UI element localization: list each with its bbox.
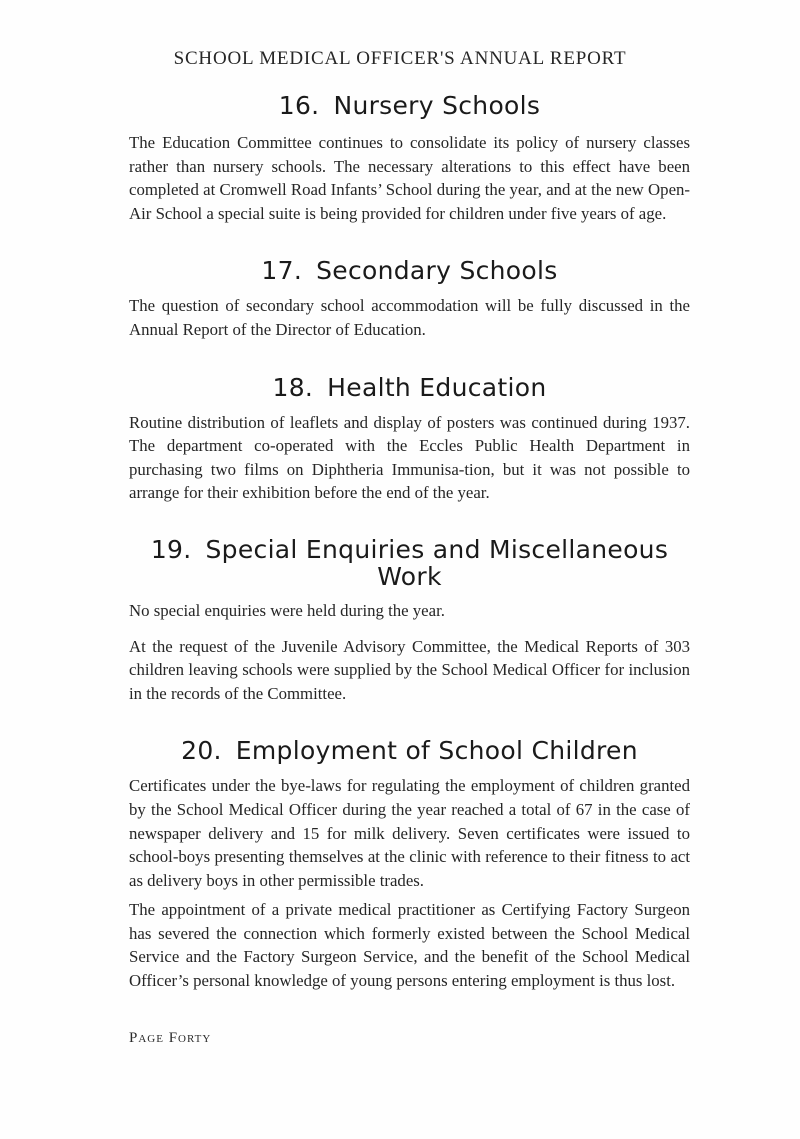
- section-number: 19.: [150, 534, 192, 564]
- section-heading-employment-of-school-children: [129, 736, 690, 766]
- section-title: Secondary Schools: [316, 256, 558, 286]
- section-heading-health-education: [129, 373, 690, 403]
- paragraph: No special enquiries were held during the year.: [129, 600, 445, 620]
- paragraph: The Education Committee continues to consolidate its policy of nursery classes rather than nursery schools. The necessary alterations to this effect have been completed at Cromwell Road Infants’ School during the year, and at the new Open-Air School a special suite is being provided for children under five years of age.: [129, 133, 690, 223]
- paragraph: The question of secondary school accommodation will be fully discussed in the Annual Report of the Director of Education.: [129, 296, 690, 339]
- paragraph: The appointment of a private medical practitioner as Certifying Factory Surgeon has severed the connection which formerly existed between the School Medical Service and the Factory Surgeon Service, and the benefit of the School Medical Officer’s personal knowledge of young persons entering employment is thus lost.: [129, 900, 690, 991]
- section-title: Nursery Schools: [333, 91, 541, 120]
- running-head: SCHOOL MEDICAL OFFICER'S ANNUAL REPORT: [173, 48, 627, 69]
- paragraph: Certificates under the bye-laws for regulating the employment of children granted by the School Medical Officer during the year reached a total of 67 in the case of newspaper delivery and 15 for milk delivery. Seven certificates were issued to school-boys presenting themselves at the clinic with reference to their fitness to act as delivery boys in other permissible trades.: [129, 776, 690, 890]
- paragraph: At the request of the Juvenile Advisory Committee, the Medical Reports of 303 children leaving schools were supplied by the School Medical Officer for inclusion in the records of the Committee.: [129, 636, 690, 703]
- section-heading-nursery-schools: [129, 91, 690, 121]
- paragraph: Routine distribution of leaflets and display of posters was continued during 1937. The department co-operated with the Eccles Public Health Department in purchasing two films on Diphtheria Immunisa-tion, but it was not possible to arrange for their exhibition before the end of the year.: [129, 412, 690, 503]
- section-number: 20.: [181, 736, 222, 766]
- section-number: 18.: [272, 372, 314, 402]
- section-number: 17.: [261, 256, 303, 286]
- section-title: Employment of School Children: [235, 736, 638, 766]
- page-content: [129, 91, 690, 993]
- section-heading-special-enquiries: [129, 536, 690, 590]
- section-number: 16.: [278, 91, 320, 120]
- page-footer: Page Forty: [129, 1030, 212, 1046]
- section-title: Special Enquiries and Miscellaneous Work: [205, 534, 669, 591]
- section-heading-secondary-schools: [129, 256, 690, 286]
- section-title: Health Education: [327, 372, 547, 402]
